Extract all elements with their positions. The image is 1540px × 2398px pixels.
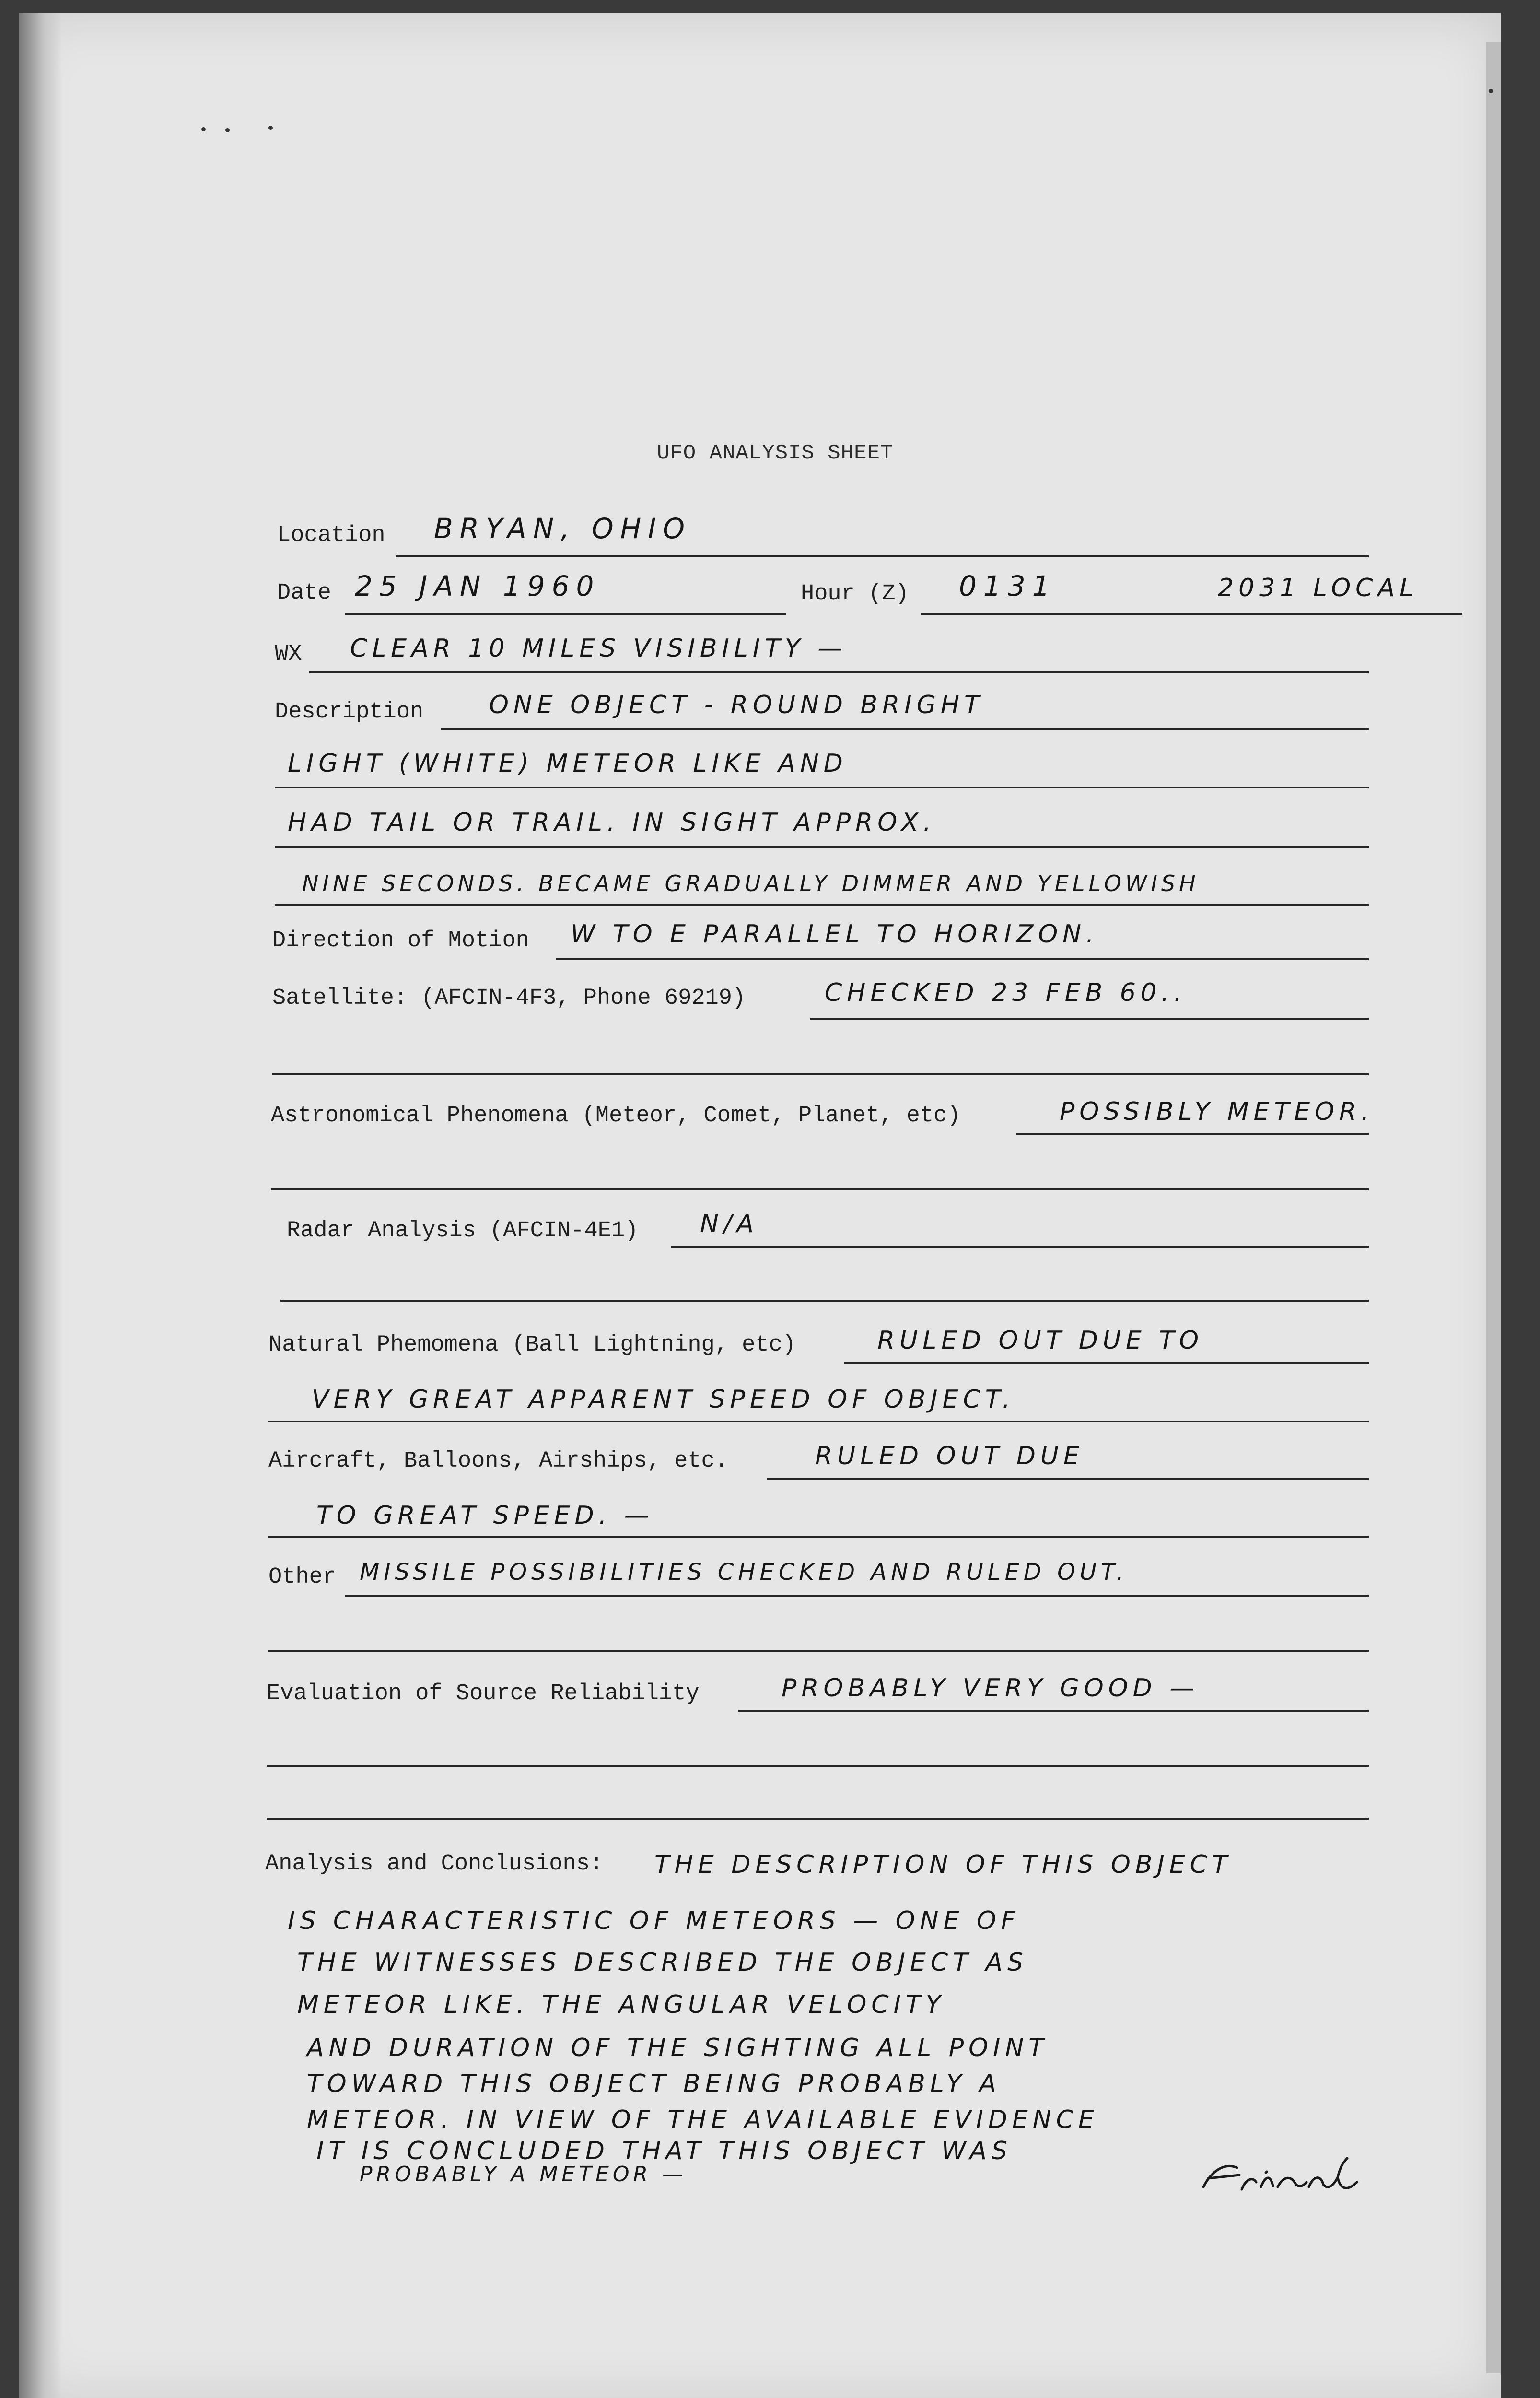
natural-value-2: VERY GREAT APPARENT SPEED OF OBJECT.: [312, 1385, 1015, 1414]
paper-speck: [225, 128, 230, 132]
description-rule-1: [441, 728, 1369, 730]
radar-line-2: [280, 1300, 1369, 1302]
aircraft-line-2: [268, 1536, 1369, 1538]
natural-line: [844, 1362, 1369, 1364]
evaluation-line: [738, 1710, 1369, 1712]
description-line-2: LIGHT (WHITE) METEOR LIKE AND: [288, 749, 848, 778]
natural-value: RULED OUT DUE TO: [877, 1326, 1204, 1355]
description-line-3: HAD TAIL OR TRAIL. IN SIGHT APPROX.: [288, 808, 936, 837]
evaluation-line-3: [267, 1818, 1369, 1820]
signature-scrawl: [1194, 2149, 1405, 2206]
aircraft-line: [767, 1478, 1369, 1480]
natural-label: Natural Phemomena (Ball Lightning, etc): [268, 1332, 796, 1358]
hour-local-value: 2031 LOCAL: [1218, 574, 1419, 602]
date-label: Date: [277, 580, 331, 606]
page-fold: [1486, 42, 1501, 2373]
astronomical-label: Astronomical Phenomena (Meteor, Comet, Planet, etc): [271, 1103, 961, 1128]
direction-line: [556, 958, 1369, 960]
paper-speck: [268, 126, 273, 130]
description-line-1: ONE OBJECT - ROUND BRIGHT: [489, 691, 984, 719]
description-rule-2: [275, 787, 1369, 788]
natural-line-2: [268, 1421, 1369, 1422]
evaluation-label: Evaluation of Source Reliability: [267, 1681, 700, 1706]
analysis-line-3: THE WITNESSES DESCRIBED THE OBJECT AS: [297, 1948, 1028, 1977]
astronomical-value: POSSIBLY METEOR.: [1060, 1097, 1374, 1126]
description-line-4: NINE SECONDS. BECAME GRADUALLY DIMMER AND YELLOWISH: [302, 870, 1200, 896]
evaluation-line-2: [267, 1765, 1369, 1767]
analysis-line-7: METEOR. IN VIEW OF THE AVAILABLE EVIDENCE: [307, 2105, 1099, 2134]
aircraft-value-2: TO GREAT SPEED. —: [316, 1501, 654, 1530]
paper-speck: [1489, 89, 1493, 93]
other-label: Other: [268, 1564, 337, 1590]
analysis-line-4: METEOR LIKE. THE ANGULAR VELOCITY: [297, 1990, 946, 2019]
location-label: Location: [277, 523, 385, 548]
astronomical-line: [1016, 1133, 1369, 1135]
radar-label: Radar Analysis (AFCIN-4E1): [287, 1218, 639, 1244]
evaluation-value: PROBABLY VERY GOOD —: [782, 1674, 1200, 1703]
direction-label: Direction of Motion: [272, 928, 529, 953]
hour-line: [921, 613, 1462, 615]
radar-line: [671, 1246, 1369, 1248]
astronomical-line-2: [271, 1188, 1369, 1190]
hour-value: 0131: [959, 570, 1057, 602]
date-value: 25 JAN 1960: [355, 570, 601, 602]
analysis-line-9: PROBABLY A METEOR —: [360, 2162, 688, 2186]
description-rule-3: [275, 846, 1369, 848]
satellite-label: Satellite: (AFCIN-4F3, Phone 69219): [272, 986, 746, 1011]
analysis-line-8: IT IS CONCLUDED THAT THIS OBJECT WAS: [316, 2137, 1012, 2165]
other-line: [345, 1595, 1369, 1597]
analysis-line-5: AND DURATION OF THE SIGHTING ALL POINT: [307, 2034, 1049, 2062]
analysis-line-6: TOWARD THIS OBJECT BEING PROBABLY A: [307, 2069, 1001, 2098]
aircraft-value: RULED OUT DUE: [815, 1442, 1084, 1470]
wx-line: [309, 671, 1369, 673]
signature: [1194, 2149, 1405, 2209]
wx-label: WX: [275, 642, 302, 667]
radar-value: N/A: [700, 1210, 758, 1238]
other-line-2: [268, 1650, 1369, 1652]
location-line: [396, 555, 1369, 557]
page-edge-shadow: [19, 13, 62, 2398]
other-value: MISSILE POSSIBILITIES CHECKED AND RULED OUT.: [360, 1559, 1128, 1586]
analysis-line-2: IS CHARACTERISTIC OF METEORS — ONE OF: [288, 1906, 1020, 1935]
satellite-value: CHECKED 23 FEB 60..: [825, 978, 1187, 1007]
description-rule-4: [275, 904, 1369, 906]
satellite-line: [810, 1018, 1369, 1020]
paper-speck: [201, 127, 206, 131]
analysis-label: Analysis and Conclusions:: [265, 1851, 604, 1877]
direction-value: W TO E PARALLEL TO HORIZON.: [571, 920, 1099, 949]
satellite-line-2: [272, 1073, 1369, 1075]
description-label: Description: [275, 699, 424, 725]
wx-value: CLEAR 10 MILES VISIBILITY —: [350, 634, 848, 663]
location-value: BRYAN, OHIO: [434, 512, 691, 545]
aircraft-label: Aircraft, Balloons, Airships, etc.: [268, 1448, 728, 1474]
date-line: [345, 613, 786, 615]
sheet-title: UFO ANALYSIS SHEET: [657, 441, 894, 465]
analysis-line-1: THE DESCRIPTION OF THIS OBJECT: [654, 1850, 1232, 1879]
hour-label: Hour (Z): [801, 581, 909, 607]
